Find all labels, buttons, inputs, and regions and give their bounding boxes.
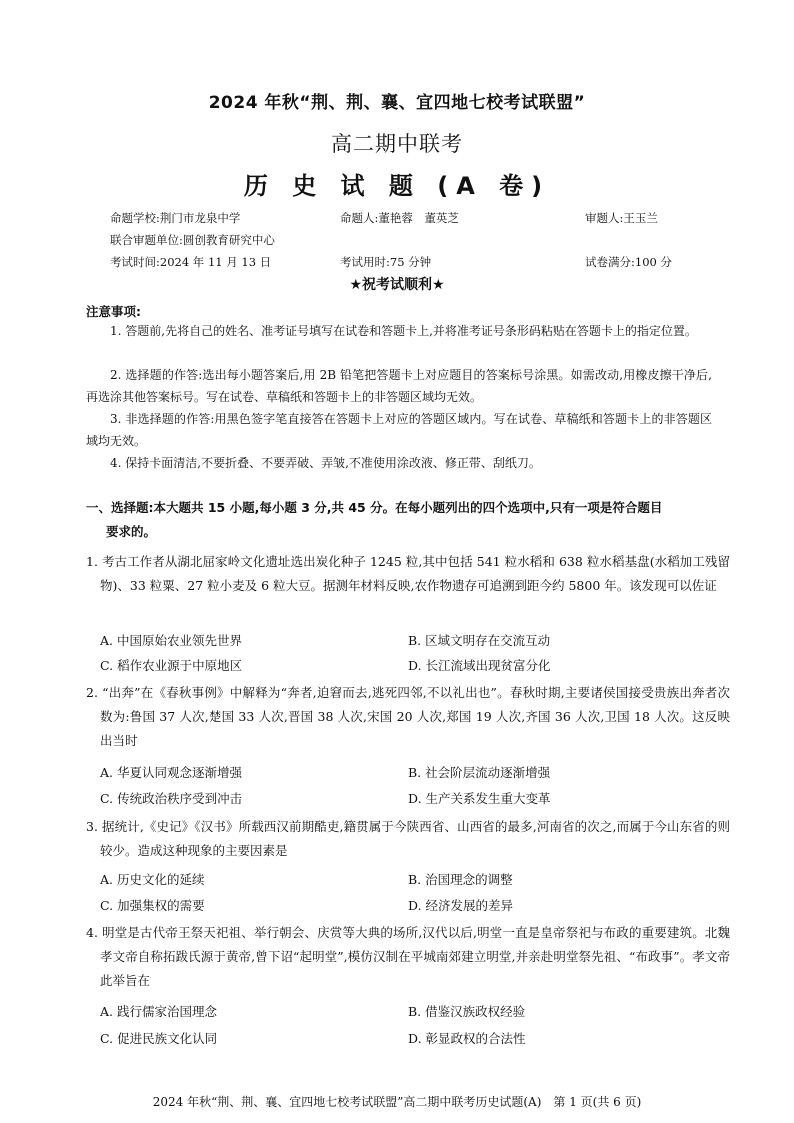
notice-item-4: 4. 保持卡面清洁,不要折叠、不要弄破、弄皱,不准使用涂改液、修正带、刮纸刀。 — [110, 456, 541, 470]
notice-item-1: 1. 答题前,先将自己的姓名、准考证号填写在试卷和答题卡上,并将准考证号条形码粘贴在答题卡上的指定位置。 — [110, 324, 697, 338]
question-3-option-a[interactable]: A. 历史文化的延续 — [100, 872, 205, 887]
subject-title: 历 史 试 题 (A 卷) — [243, 172, 551, 200]
notice-item-2: 2. 选择题的作答:选出每小题答案后,用 2B 铅笔把答题卡上对应题目的答案标号涂黑。如需改动,用橡皮擦干净后,再选涂其他答案标号。写在试卷、草稿纸和答题卡上的非答题区域均无效。 — [86, 368, 712, 404]
meta-time: 考试时间:2024 年 11 月 13 日 — [110, 255, 272, 269]
wish-banner: ★祝考试顺利★ — [349, 277, 445, 293]
question-2-stem: 2. “出奔”在《春秋事例》中解释为“奔者,迫窘而去,逃死四邻,不以礼出也”。春秋时期,主要诸侯国接受贵族出奔者次数为:鲁国 37 人次,楚国 33 人次,晋国 38 人次,宋国 20 人次,郑国 19 人次,齐国 36 人次,卫国 18 人次。这反映出当时 — [86, 685, 730, 748]
question-1-option-c[interactable]: C. 稻作农业源于中原地区 — [100, 658, 243, 673]
meta-duration: 考试用时:75 分钟 — [340, 255, 432, 269]
question-3-option-c[interactable]: C. 加强集权的需要 — [100, 898, 205, 913]
meta-score: 试卷满分:100 分 — [585, 255, 672, 269]
section-heading-line2: 要求的。 — [106, 524, 157, 539]
question-1-option-b[interactable]: B. 区域文明存在交流互动 — [408, 633, 551, 648]
section-heading-line1: 一、选择题:本大题共 15 小题,每小题 3 分,共 45 分。在每小题列出的四个选项中,只有一项是符合题目 — [86, 500, 663, 515]
question-2-option-a[interactable]: A. 华夏认同观念逐渐增强 — [100, 765, 242, 780]
question-1-option-d[interactable]: D. 长江流域出现贫富分化 — [408, 658, 551, 673]
question-2-option-c[interactable]: C. 传统政治秩序受到冲击 — [100, 791, 243, 806]
meta-author: 命题人:董艳蓉 董英芝 — [340, 211, 459, 225]
alliance-title: 2024 年秋“荆、荆、襄、宜四地七校考试联盟” — [208, 93, 586, 113]
question-3-option-d[interactable]: D. 经济发展的差异 — [408, 898, 514, 913]
question-4-option-d[interactable]: D. 彰显政权的合法性 — [408, 1031, 526, 1046]
question-4-stem: 4. 明堂是古代帝王祭天祀祖、举行朝会、庆赏等大典的场所,汉代以后,明堂一直是皇帝祭祀与布政的重要建筑。北魏孝文帝自称拓跋氏源于黄帝,曾下诏“起明堂”,模仿汉制在平城南郊建立明堂,并亲赴明堂祭先祖、“布政事”。孝文帝此举旨在 — [86, 925, 730, 988]
exam-title: 高二期中联考 — [331, 132, 463, 156]
question-2-option-b[interactable]: B. 社会阶层流动逐渐增强 — [408, 765, 551, 780]
question-4-option-a[interactable]: A. 践行儒家治国理念 — [100, 1004, 217, 1019]
page-footer: 2024 年秋“荆、荆、襄、宜四地七校考试联盟”高二期中联考历史试题(A) 第 1 页(共 6 页) — [152, 1095, 642, 1109]
question-4-option-b[interactable]: B. 借鉴汉族政权经验 — [408, 1004, 526, 1019]
section-heading — [86, 496, 716, 544]
question-1-option-a[interactable]: A. 中国原始农业领先世界 — [100, 633, 242, 648]
notice-item-3: 3. 非选择题的作答:用黑色签字笔直接答在答题卡上对应的答题区域内。写在试卷、草稿纸和答题卡上的非答题区域均无效。 — [86, 412, 712, 448]
notice-title: 注意事项: — [86, 304, 141, 319]
meta-joint: 联合审题单位:圆创教育研究中心 — [110, 233, 275, 247]
question-3-stem: 3. 据统计,《史记》《汉书》所载西汉前期酷吏,籍贯属于今陕西省、山西省的最多,河南省的次之,而属于今山东省的则较少。造成这种现象的主要因素是 — [86, 819, 730, 858]
question-4-option-c[interactable]: C. 促进民族文化认同 — [100, 1031, 218, 1046]
question-3-option-b[interactable]: B. 治国理念的调整 — [408, 872, 513, 887]
question-1-stem: 1. 考古工作者从湖北屈家岭文化遗址选出炭化种子 1245 粒,其中包括 541 粒水稻和 638 粒水稻基盘(水稻加工残留物)、33 粒粟、27 粒小麦及 6 粒大豆。据测年材料反映,农作物遗存可追溯到距今约 5800 年。该发现可以佐证 — [86, 554, 730, 593]
question-2-option-d[interactable]: D. 生产关系发生重大变革 — [408, 791, 551, 806]
meta-reviewer: 审题人:王玉兰 — [585, 211, 658, 225]
meta-school: 命题学校:荆门市龙泉中学 — [110, 211, 241, 225]
